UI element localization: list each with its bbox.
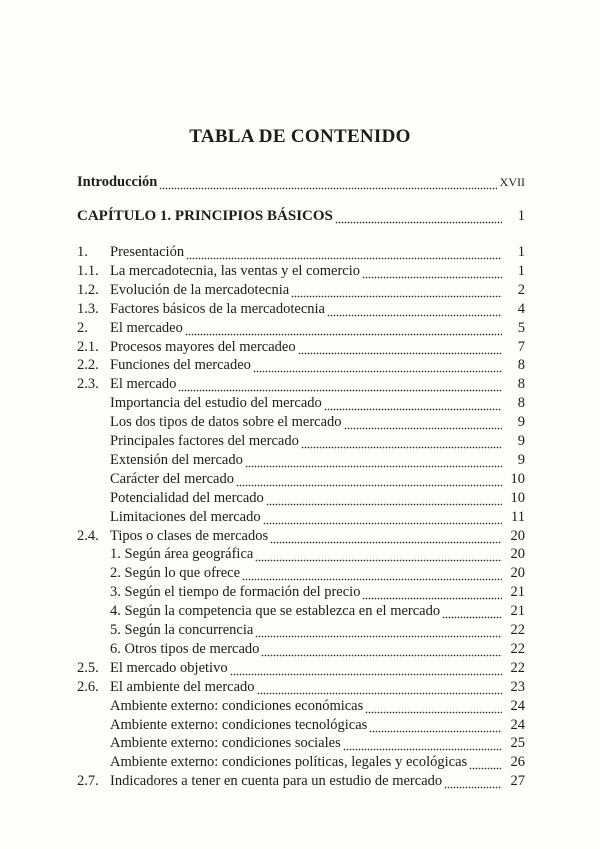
- toc-entry[interactable]: [77, 393, 525, 413]
- toc-entry-page: 10: [510, 489, 525, 506]
- toc-entry[interactable]: [77, 601, 525, 621]
- toc-entry-page: 27: [510, 773, 525, 790]
- dot-leader: [186, 242, 502, 262]
- dot-leader: [185, 318, 502, 338]
- toc-entry-number: 2.5.: [77, 659, 99, 676]
- toc-entry-page: 4: [517, 300, 525, 317]
- toc-entry-label: Ambiente externo: condiciones económicas: [110, 697, 364, 714]
- toc-entry[interactable]: [77, 374, 525, 394]
- toc-entry-label: 6. Otros tipos de mercado: [110, 640, 260, 657]
- toc-entry[interactable]: [77, 280, 525, 300]
- dot-leader: [178, 374, 502, 394]
- toc-entry-label: Ambiente externo: condiciones sociales: [110, 735, 341, 752]
- toc-entry-number: 2.7.: [77, 773, 99, 790]
- toc-entry-label: Limitaciones del mercado: [110, 508, 261, 525]
- toc-entry-number: 2.2.: [77, 357, 99, 374]
- toc-entry-label: 4. Según la competencia que se establezca en el mercado: [110, 603, 441, 620]
- dot-leader: [261, 639, 502, 659]
- dot-leader: [255, 620, 502, 640]
- toc-entry[interactable]: [77, 544, 525, 564]
- toc-entry[interactable]: [77, 299, 525, 319]
- page-title: TABLA DE CONTENIDO: [189, 126, 411, 147]
- dot-leader: [301, 431, 502, 451]
- toc-entry-number: 2.4.: [77, 527, 99, 544]
- dot-leader: [236, 469, 502, 489]
- dot-leader: [327, 299, 502, 319]
- toc-entry[interactable]: [77, 771, 525, 791]
- toc-entry-number: 1.2.: [77, 281, 99, 298]
- toc-entry-label: 5. Según la concurrencia: [110, 622, 254, 638]
- toc-entry-page: 9: [517, 451, 525, 468]
- toc-entry-label: 1. Según área geográfica: [110, 546, 254, 563]
- toc-entry-page: 25: [510, 735, 525, 752]
- toc-entry[interactable]: [77, 620, 525, 640]
- toc-entry-page: 20: [510, 565, 525, 582]
- toc-entry-page: 1: [517, 262, 525, 279]
- toc-entry-page: 24: [510, 716, 525, 733]
- dot-leader: [291, 280, 502, 300]
- dot-leader: [270, 526, 502, 546]
- toc-entry-page: 21: [510, 584, 525, 601]
- toc-entry[interactable]: [77, 733, 525, 753]
- toc-entry-label: Procesos mayores del mercadeo: [110, 338, 296, 355]
- toc-entry-label: Evolución de la mercadotecnia: [110, 281, 290, 298]
- toc-entry-label: Ambiente externo: condiciones políticas, legales y ecológicas: [110, 754, 468, 771]
- toc-entry-page: 8: [517, 376, 525, 393]
- toc-entry-page: 20: [510, 527, 525, 544]
- dot-leader: [362, 261, 502, 281]
- toc-entry-label: 3. Según el tiempo de formación del precio: [110, 584, 361, 601]
- toc-entry[interactable]: [77, 450, 525, 470]
- toc-entry-page: 7: [517, 338, 525, 355]
- toc-intro-row[interactable]: [77, 172, 525, 192]
- toc-intro-page: XVII: [499, 175, 525, 189]
- toc-entry-label: Carácter del mercado: [110, 470, 234, 487]
- toc-entry-page: 9: [517, 433, 525, 449]
- toc-entry[interactable]: [77, 318, 525, 338]
- dot-leader: [159, 172, 496, 192]
- toc-entry-number: 2.6.: [77, 678, 99, 695]
- toc-entry-label: Funciones del mercadeo: [110, 357, 251, 374]
- toc-entry[interactable]: [77, 355, 525, 375]
- toc-entry-page: 11: [511, 508, 525, 525]
- toc-entry-page: 5: [517, 319, 525, 336]
- dot-leader: [362, 582, 502, 602]
- dot-leader: [369, 715, 502, 735]
- toc-intro-label: Introducción: [77, 174, 158, 190]
- dot-leader: [242, 563, 502, 583]
- dot-leader: [298, 337, 502, 357]
- toc-entry-label: La mercadotecnia, las ventas y el comercio: [110, 262, 361, 279]
- toc-entry-label: El mercado objetivo: [110, 659, 228, 676]
- toc-entry-page: 2: [517, 281, 525, 298]
- toc-entry[interactable]: [77, 431, 525, 451]
- dot-leader: [255, 544, 502, 564]
- toc-entry-page: 22: [510, 622, 525, 638]
- toc-entry[interactable]: [77, 677, 525, 697]
- dot-leader: [245, 450, 502, 470]
- toc-entry-page: 8: [517, 395, 525, 412]
- dot-leader: [324, 393, 502, 413]
- toc-entry[interactable]: [77, 469, 525, 489]
- toc-entry-label: El ambiente del mercado: [110, 678, 255, 695]
- toc-entry-page: 22: [510, 640, 525, 657]
- toc-entry-label: Indicadores a tener en cuenta para un estudio de mercado: [110, 773, 443, 790]
- dot-leader: [344, 412, 502, 432]
- dot-leader: [343, 733, 502, 753]
- toc-entry[interactable]: [77, 337, 525, 357]
- toc-entry-label: Factores básicos de la mercadotecnia: [110, 300, 325, 317]
- toc-entry-label: Ambiente externo: condiciones tecnológicas: [110, 716, 368, 733]
- toc-chapter-label: CAPÍTULO 1. PRINCIPIOS BÁSICOS: [77, 208, 333, 224]
- dot-leader: [266, 488, 502, 508]
- toc-chapter-row[interactable]: [77, 206, 525, 226]
- dot-leader: [230, 658, 502, 678]
- toc-entry[interactable]: [77, 242, 525, 262]
- toc-entry-label: Tipos o clases de mercados: [110, 527, 269, 544]
- toc-entry[interactable]: [77, 582, 525, 602]
- toc-entry-label: Principales factores del mercado: [110, 433, 299, 449]
- toc-entry-page: 1: [517, 244, 525, 260]
- toc-entry-page: 21: [510, 603, 525, 620]
- toc-entry-page: 24: [510, 697, 525, 714]
- dot-leader: [469, 752, 502, 772]
- toc-entry-page: 22: [510, 659, 525, 676]
- toc-entry-number: 1.1.: [77, 262, 99, 279]
- toc-entry[interactable]: [77, 752, 525, 772]
- toc-entry-number: 2.: [77, 319, 88, 336]
- toc-entry[interactable]: [77, 715, 525, 735]
- toc-entry[interactable]: [77, 412, 525, 432]
- toc-entry-number: 1.: [77, 244, 88, 260]
- toc-entry-label: Potencialidad del mercado: [110, 489, 264, 506]
- toc-entry-page: 23: [510, 678, 525, 695]
- toc-entry[interactable]: [77, 507, 525, 527]
- toc-chapter-page: 1: [517, 208, 525, 224]
- dot-leader: [253, 355, 502, 375]
- toc-entry-label: Presentación: [110, 244, 185, 260]
- toc-entry[interactable]: [77, 639, 525, 659]
- toc-entry-page: 26: [510, 754, 525, 771]
- dot-leader: [442, 601, 502, 621]
- toc-entry[interactable]: [77, 696, 525, 716]
- toc-entry-page: 8: [517, 357, 525, 374]
- toc-entry-number: 2.1.: [77, 338, 99, 355]
- dot-leader: [263, 507, 502, 527]
- toc-entry[interactable]: [77, 563, 525, 583]
- toc-entry-page: 10: [510, 470, 525, 487]
- dot-leader: [335, 206, 502, 226]
- toc-entry-label: El mercado: [110, 376, 177, 393]
- dot-leader: [257, 677, 502, 697]
- toc-entry-number: 2.3.: [77, 376, 99, 393]
- toc-entry[interactable]: [77, 261, 525, 281]
- toc-entry[interactable]: [77, 658, 525, 678]
- toc-entry-label: Importancia del estudio del mercado: [110, 395, 322, 412]
- toc-entry-label: El mercadeo: [110, 319, 183, 336]
- toc-entry-label: Los dos tipos de datos sobre el mercado: [110, 414, 342, 431]
- toc-entry-label: 2. Según lo que ofrece: [110, 565, 241, 582]
- toc-entry-page: 9: [517, 414, 525, 431]
- dot-leader: [444, 771, 502, 791]
- toc-entry[interactable]: [77, 526, 525, 546]
- toc-entry-number: 1.3.: [77, 300, 99, 317]
- dot-leader: [365, 696, 502, 716]
- toc-entry[interactable]: [77, 488, 525, 508]
- toc-entry-page: 20: [510, 546, 525, 563]
- toc-entry-label: Extensión del mercado: [110, 451, 243, 468]
